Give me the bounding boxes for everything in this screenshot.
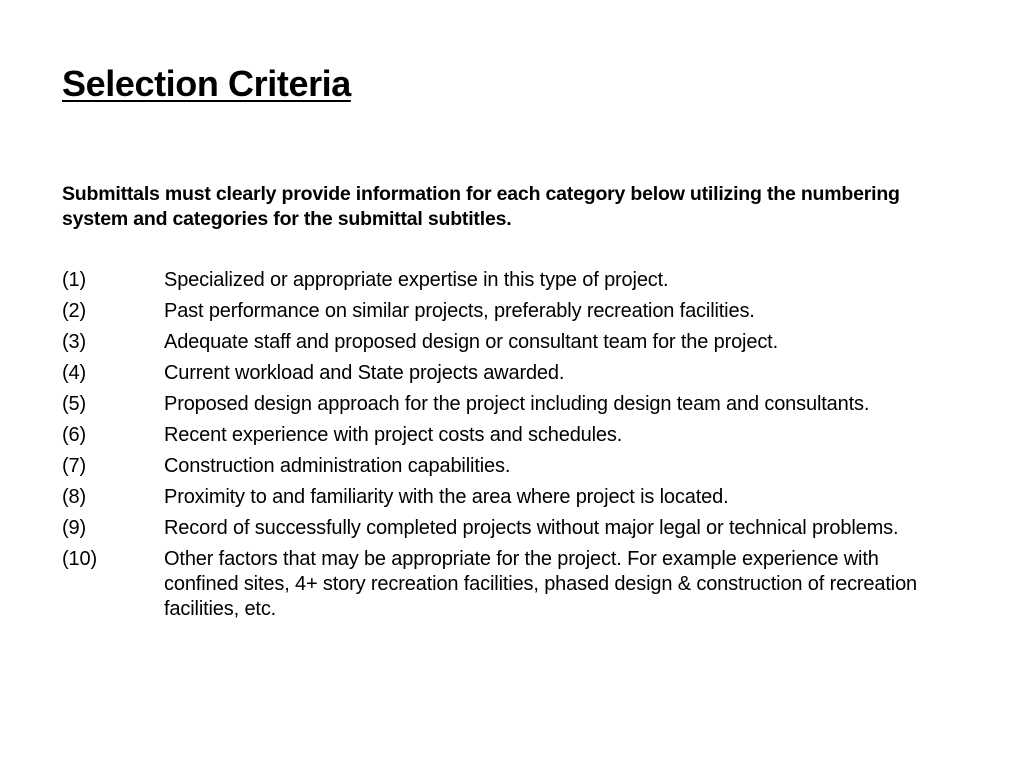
- criteria-number: (3): [62, 331, 86, 353]
- criteria-item-6: [62, 423, 962, 448]
- criteria-number: (4): [62, 362, 86, 384]
- criteria-number: (2): [62, 300, 86, 322]
- criteria-number: (7): [62, 455, 86, 477]
- criteria-number: (6): [62, 424, 86, 446]
- criteria-list: [62, 268, 962, 628]
- criteria-number: (10): [62, 548, 97, 570]
- criteria-number: (5): [62, 393, 86, 415]
- criteria-text: Record of successfully completed projects without major legal or technical problems.: [164, 517, 899, 539]
- criteria-text: Proximity to and familiarity with the area where project is located.: [164, 486, 729, 508]
- criteria-item-9: [62, 516, 962, 541]
- criteria-item-10: [62, 547, 962, 622]
- criteria-text: Adequate staff and proposed design or consultant team for the project.: [164, 331, 778, 353]
- criteria-text: Other factors that may be appropriate for the project. For example experience with confined sites, 4+ story recreation facilities, phased design & construction of recreation facilities, etc.: [164, 548, 918, 620]
- intro-paragraph: Submittals must clearly provide information for each category below utilizing the numbering system and categories for the submittal subtitles.: [62, 183, 900, 230]
- criteria-number: (1): [62, 269, 86, 291]
- criteria-text: Recent experience with project costs and schedules.: [164, 424, 623, 446]
- criteria-item-2: [62, 299, 962, 324]
- criteria-item-1: [62, 268, 962, 293]
- criteria-item-7: [62, 454, 962, 479]
- criteria-item-8: [62, 485, 962, 510]
- criteria-text: Current workload and State projects awarded.: [164, 362, 565, 384]
- criteria-text: Construction administration capabilities.: [164, 455, 511, 477]
- criteria-item-5: [62, 392, 962, 417]
- criteria-text: Specialized or appropriate expertise in this type of project.: [164, 269, 669, 291]
- criteria-item-3: [62, 330, 962, 355]
- criteria-text: Proposed design approach for the project including design team and consultants.: [164, 393, 870, 415]
- criteria-text: Past performance on similar projects, preferably recreation facilities.: [164, 300, 755, 322]
- criteria-item-4: [62, 361, 962, 386]
- criteria-number: (8): [62, 486, 86, 508]
- slide-title: Selection Criteria: [62, 63, 351, 104]
- criteria-number: (9): [62, 517, 86, 539]
